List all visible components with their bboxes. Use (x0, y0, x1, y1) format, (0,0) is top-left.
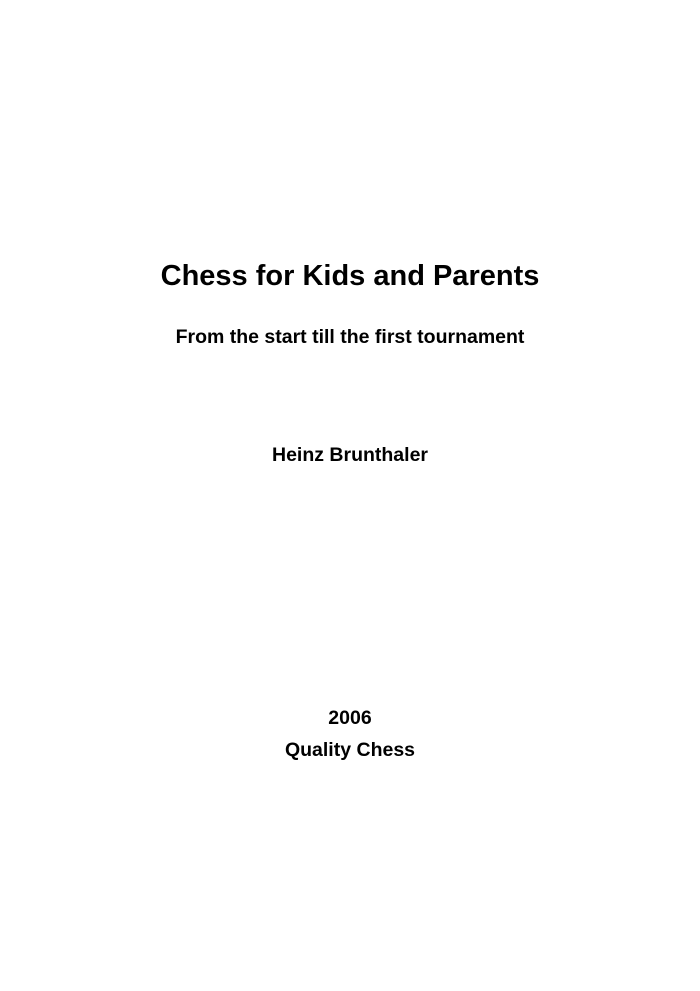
book-subtitle: From the start till the first tournament (175, 326, 525, 348)
publisher-name: Quality Chess (284, 739, 416, 761)
author-name: Heinz Brunthaler (271, 444, 429, 466)
book-title: Chess for Kids and Parents (160, 260, 540, 292)
publication-year: 2006 (328, 707, 372, 729)
